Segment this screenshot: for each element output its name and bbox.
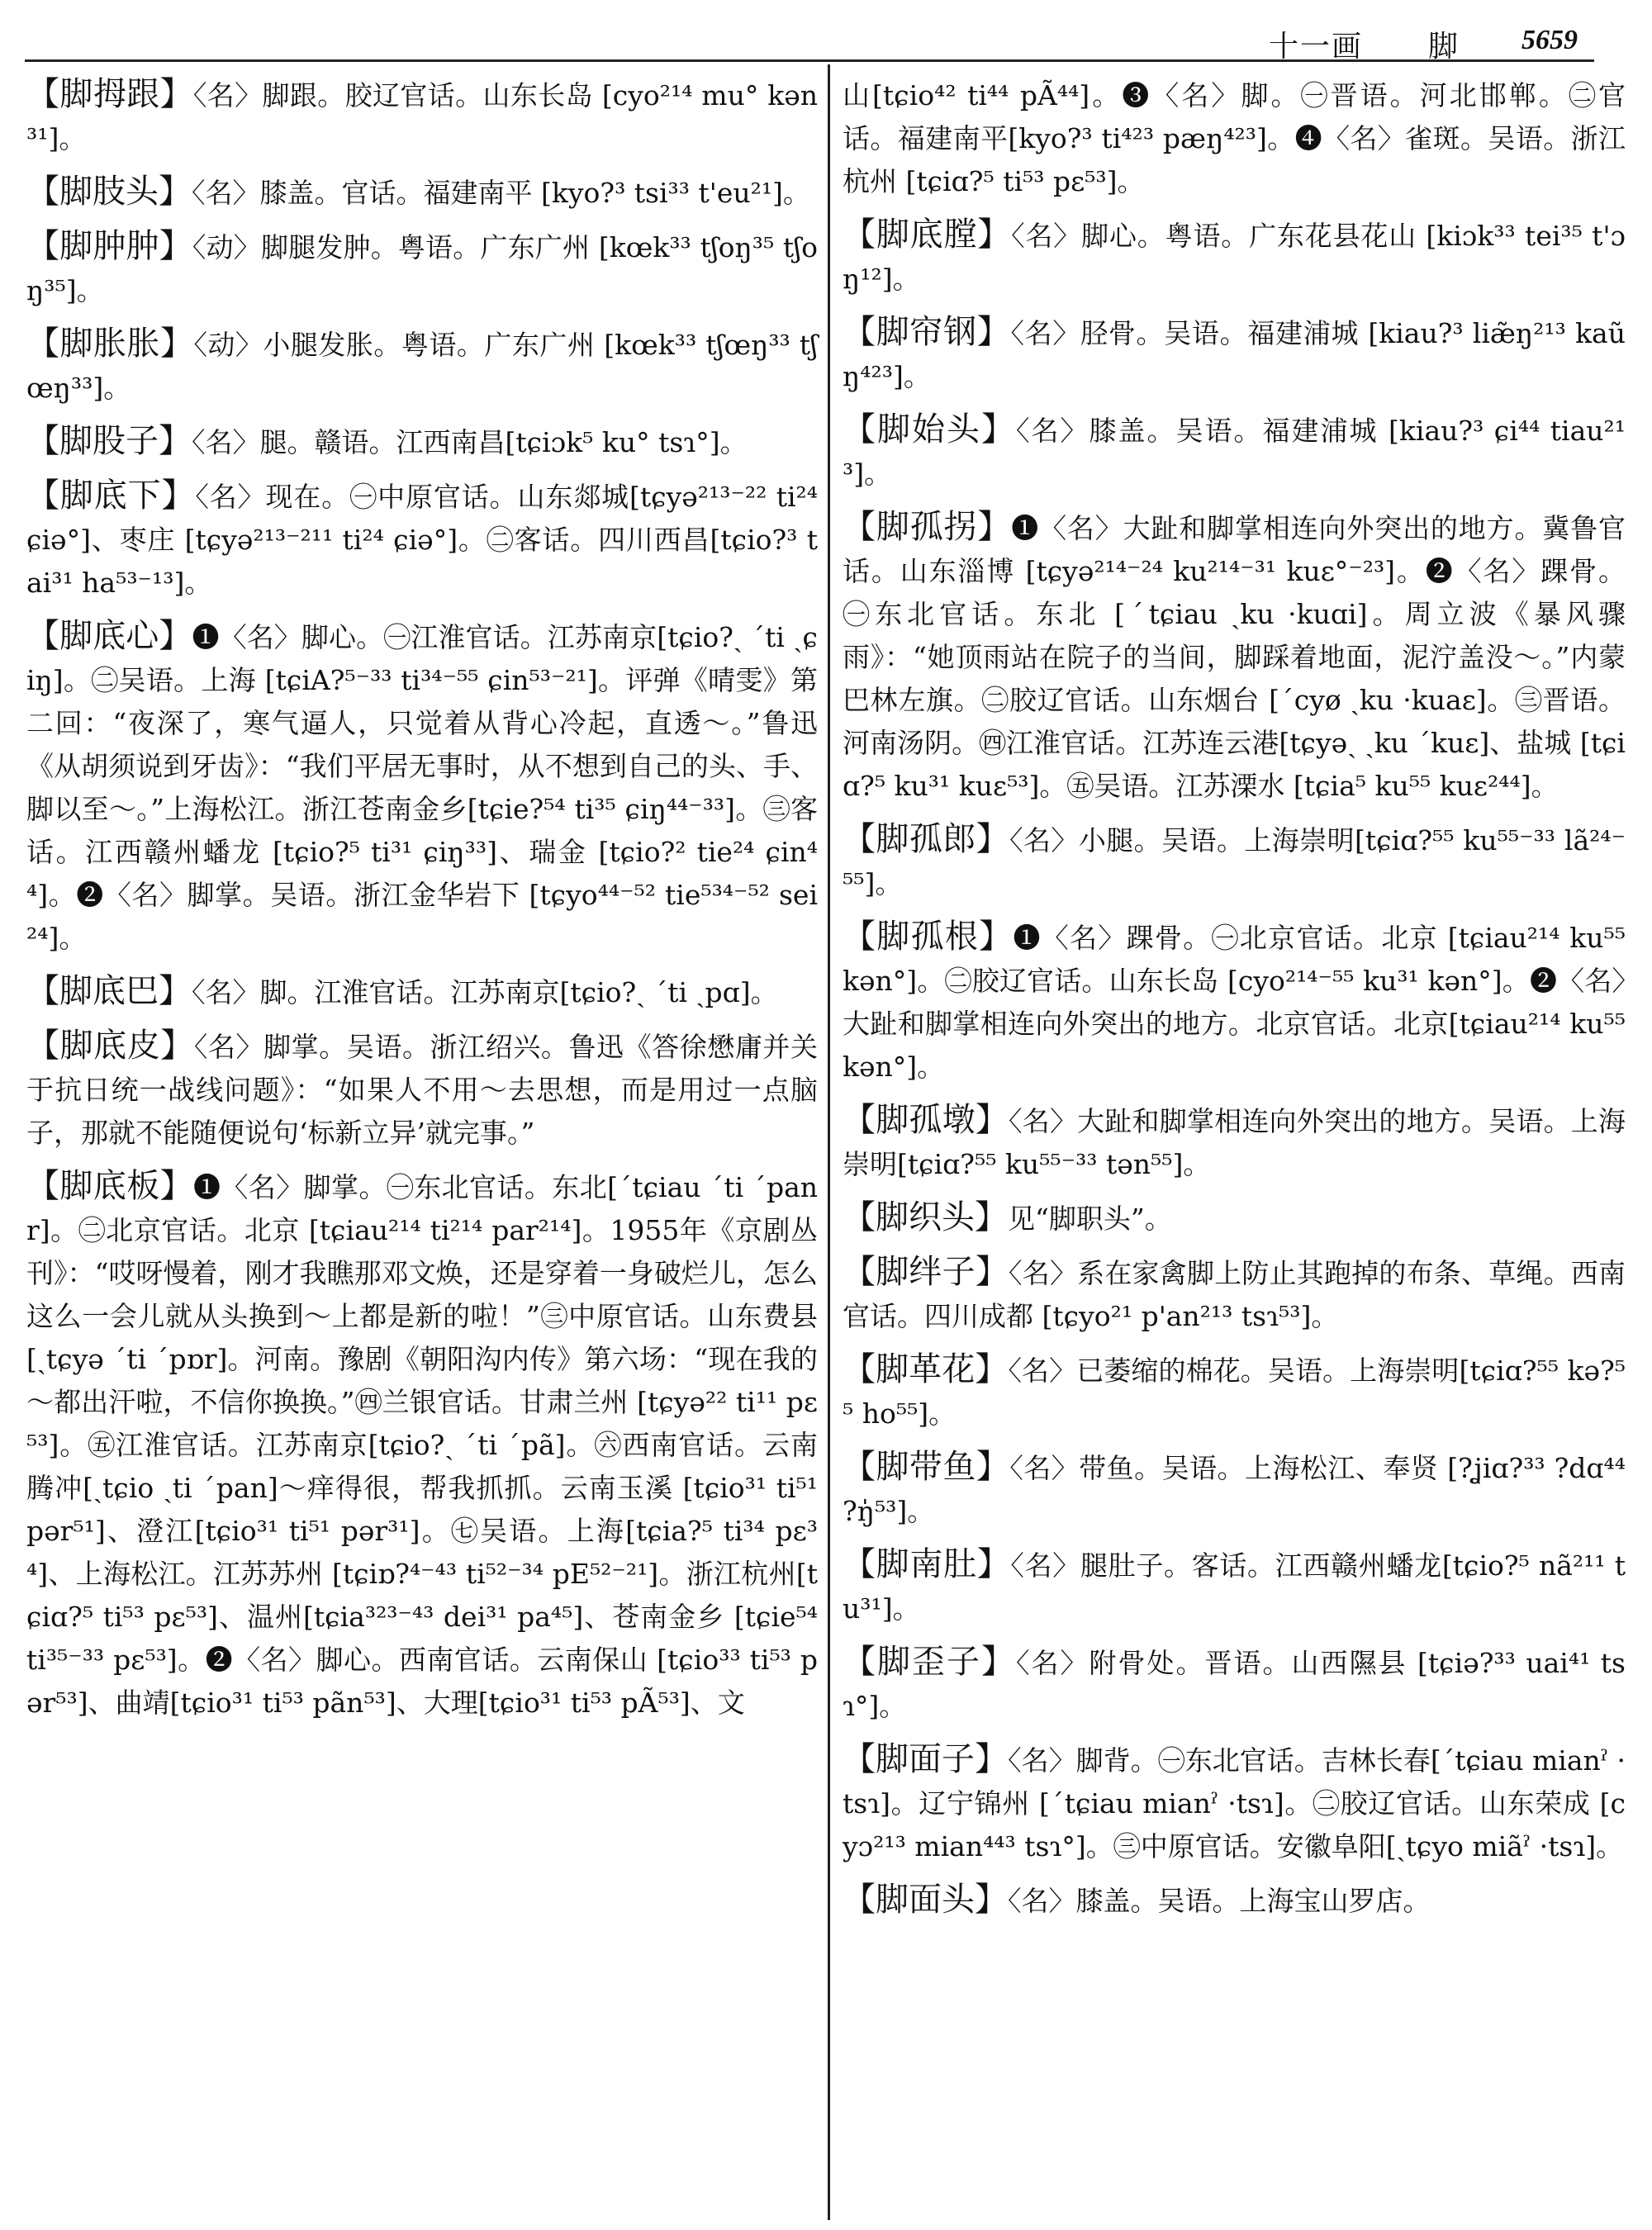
header-rule: [25, 59, 1594, 62]
dictionary-entry: [843, 818, 1626, 905]
entry-definition: 〈名〉腿肚子。客话。江西赣州蟠龙[tɕio?⁵ nã²¹¹ tu³¹]。: [843, 1549, 1626, 1625]
entry-definition: 〈名〉膝盖。官话。福建南平 [kyo?³ tsi³³ t'eu²¹]。: [192, 177, 810, 209]
entry-definition: 见“脚职头”。: [1008, 1203, 1172, 1235]
entry-definition: 〈名〉现在。㊀中原官话。山东郯城[tɕyə²¹³⁻²² ti²⁴ ɕiə°]、枣庄 [tɕyə²¹³⁻²¹¹ ti²⁴ ɕiə°]。㊁客话。四川西昌[tɕio?³ tai³¹ ha⁵³⁻¹³]。: [26, 481, 818, 599]
dictionary-entry: [843, 408, 1626, 496]
entry-headword: 【脚底巴】: [26, 972, 192, 1010]
entry-headword: 【脚革花】: [843, 1350, 1009, 1388]
entry-definition: 〈名〉膝盖。吴语。福建浦城 [kiau?³ ɕi⁴⁴ tiau²¹³]。: [843, 415, 1626, 490]
entry-definition: 〈名〉已萎缩的棉花。吴语。上海崇明[tɕiɑ?⁵⁵ kə?⁵⁵ ho⁵⁵]。: [843, 1355, 1626, 1430]
dictionary-entry: [843, 1878, 1626, 1923]
entry-headword: 【脚拇跟】: [26, 75, 193, 113]
entry-headword: 【脚肿肿】: [26, 227, 192, 265]
dictionary-entry: [843, 1445, 1626, 1533]
entry-definition: 〈名〉脚背。㊀东北官话。吉林长春[ˊtɕiau mianˀ ·tsɿ]。辽宁锦州 [ˊtɕiau mianˀ ·tsɿ]。㊁胶辽官话。山东荣成 [cyɔ²¹³ mian⁴⁴³ tsɿ°]。㊂中原官话。安徽阜阳[ˏtɕyo miãˀ ·tsɿ]。: [843, 1744, 1626, 1862]
entry-headword: 【脚孤拐】: [843, 508, 1012, 546]
dictionary-entry: [26, 420, 818, 464]
page-number: 5659: [1521, 25, 1578, 55]
dictionary-entry: [26, 322, 818, 410]
dictionary-entry: [26, 970, 818, 1014]
right-column: [843, 73, 1626, 1933]
entry-headword: 【脚股子】: [26, 422, 192, 460]
entry-definition: 〈名〉腿。赣语。江西南昌[tɕiɔk⁵ ku° tsɿ°]。: [192, 426, 748, 458]
entry-definition: 〈名〉系在家禽脚上防止其跑掉的布条、草绳。西南官话。四川成都 [tɕyo²¹ p'an²¹³ tsɿ⁵³]。: [843, 1257, 1626, 1332]
dictionary-entry: [26, 225, 818, 312]
entry-headword: 【脚肢头】: [26, 173, 192, 211]
dictionary-entry: [26, 1165, 818, 1725]
dictionary-entry: [26, 73, 818, 160]
entry-definition: ❶〈名〉大趾和脚掌相连向外突出的地方。冀鲁官话。山东淄博 [tɕyə²¹⁴⁻²⁴ ku²¹⁴⁻³¹ kuɛ°⁻²³]。❷〈名〉踝骨。㊀东北官话。东北 [ˊtɕiau ˏku ·kuɑi]。周立波《暴风骤雨》：“她顶雨站在院子的当间，脚踩着地面，泥泞盖没～。”内蒙巴林左旗。㊁胶辽官话。山东烟台 [ˊcyø ˏku ·kuaɛ]。㊂晋语。河南汤阴。㊃江淮官话。江苏连云港[tɕyəˎ ˏku ˊkuɛ]、盐城 [tɕiɑ?⁵ ku³¹ kuɛ⁵³]。㊄吴语。江苏溧水 [tɕia⁵ ku⁵⁵ kuɛ²⁴⁴]。: [843, 512, 1626, 802]
dictionary-entry: [843, 1250, 1626, 1338]
entry-definition: 〈名〉带鱼。吴语。上海松江、奉贤 [?ʝiɑ?³³ ?dɑ⁴⁴ ?ŋ̍⁵³]。: [843, 1452, 1626, 1527]
entry-definition: ❶〈名〉脚掌。㊀东北官话。东北[ˊtɕiau ˊti ˊpanr]。㊁北京官话。北京 [tɕiau²¹⁴ ti²¹⁴ par²¹⁴]。1955年《京剧丛刊》：“哎呀慢着，刚才我瞧那邓文焕，还是穿着一身破烂儿，怎么这么一会儿就从头换到～上都是新的啦！”㊂中原官话。山东费县[ˏtɕyə ˊti ˊpɒr]。河南。豫剧《朝阳沟内传》第六场：“现在我的～都出汗啦，不信你换换。”㊃兰银官话。甘肃兰州 [tɕyə²² ti¹¹ pɛ⁵³]。㊄江淮官话。江苏南京[tɕio?ˎ ˊti ˊpã]。㊅西南官话。云南腾冲[ˏtɕio ˏti ˊpan]～痒得很，帮我抓抓。云南玉溪 [tɕio³¹ ti⁵¹ pər⁵¹]、澄江[tɕio³¹ ti⁵¹ pər³¹]。㊆吴语。上海[tɕia?⁵ ti³⁴ pɛ³⁴]、上海松江。江苏苏州 [tɕiɒ?⁴⁻⁴³ ti⁵²⁻³⁴ pE⁵²⁻²¹]。浙江杭州[tɕiɑ?⁵ ti⁵³ pɛ⁵³]、温州[tɕia³²³⁻⁴³ dei³¹ pa⁴⁵]、苍南金乡 [tɕie⁵⁴ ti³⁵⁻³³ pɛ⁵³]。❷〈名〉脚心。西南官话。云南保山 [tɕio³³ ti⁵³ pər⁵³]、曲靖[tɕio³¹ ti⁵³ pãn⁵³]、大理[tɕio³¹ ti⁵³ pÃ⁵³]、文: [26, 1171, 818, 1719]
entry-headword: 【脚带鱼】: [843, 1448, 1010, 1486]
dictionary-entry: [26, 474, 818, 605]
dictionary-entry: [843, 1098, 1626, 1186]
entry-headword: 【脚孤墩】: [843, 1101, 1009, 1139]
entry-headword: 【脚帘钢】: [843, 313, 1011, 351]
dictionary-entry: [843, 1640, 1626, 1728]
entry-headword: 【脚南肚】: [843, 1545, 1011, 1583]
entry-headword: 【脚孤郎】: [843, 820, 1010, 858]
entry-definition: 〈名〉胫骨。吴语。福建浦城 [kiau?³ liæ̃ŋ²¹³ kaũŋ⁴²³]。: [843, 317, 1626, 392]
entry-definition: ❶〈名〉踝骨。㊀北京官话。北京 [tɕiau²¹⁴ ku⁵⁵ kən°]。㊁胶辽官话。山东长岛 [cyo²¹⁴⁻⁵⁵ ku³¹ kən°]。❷〈名〉大趾和脚掌相连向外突出的地方。北京官话。北京[tɕiau²¹⁴ ku⁵⁵ kən°]。: [843, 922, 1626, 1083]
entry-headword: 【脚底下】: [26, 477, 196, 515]
dictionary-entry: [843, 1543, 1626, 1630]
dictionary-entry: [843, 915, 1626, 1089]
entry-definition: 〈动〉脚腿发肿。粤语。广东广州 [kœk³³ tʃoŋ³⁵ tʃoŋ³⁵]。: [26, 231, 819, 306]
entry-headword: 【脚底皮】: [26, 1027, 194, 1065]
dictionary-entry: [843, 73, 1626, 203]
entry-definition: 〈名〉脚心。粤语。广东花县花山 [kiɔk³³ tei³⁵ t'ɔŋ¹²]。: [843, 220, 1626, 295]
entry-definition: 〈名〉脚。江淮官话。江苏南京[tɕio?ˎ ˊti ˏpɑ]。: [192, 976, 778, 1008]
dictionary-entry: [26, 1024, 818, 1155]
dictionary-entry: [843, 213, 1626, 301]
entry-definition: 山[tɕio⁴² ti⁴⁴ pÃ⁴⁴]。❸〈名〉脚。㊀晋语。河北邯郸。㊁官话。福建南平[kyo?³ ti⁴²³ pæŋ⁴²³]。❹〈名〉雀斑。吴语。浙江杭州 [tɕiɑ?⁵ ti⁵³ pɛ⁵³]。: [843, 79, 1626, 197]
head-character: 脚: [1427, 30, 1458, 64]
page-header: [33, 17, 1594, 66]
entry-headword: 【脚绊子】: [843, 1253, 1009, 1291]
entry-headword: 【脚歪子】: [843, 1643, 1017, 1681]
section-title: 十一画: [1268, 30, 1363, 64]
entry-headword: 【脚底心】: [26, 617, 192, 655]
entry-definition: 〈名〉脚掌。吴语。浙江绍兴。鲁迅《答徐懋庸并关于抗日统一战线问题》：“如果人不用～去思想，而是用过一点脑子，那就不能随便说句‘标新立异’就完事。”: [26, 1031, 819, 1149]
dictionary-entry: [843, 1348, 1626, 1435]
entry-headword: 【脚底膛】: [843, 216, 1012, 254]
entry-definition: 〈名〉大趾和脚掌相连向外突出的地方。吴语。上海崇明[tɕiɑ?⁵⁵ ku⁵⁵⁻³³ tən⁵⁵]。: [843, 1105, 1626, 1180]
entry-definition: 〈名〉附骨处。晋语。山西隰县 [tɕiə?³³ uai⁴¹ tsɿ°]。: [843, 1647, 1626, 1722]
dictionary-entry: [843, 311, 1626, 398]
entry-definition: 〈动〉小腿发胀。粤语。广东广州 [kœk³³ tʃœŋ³³ tʃœŋ³³]。: [26, 329, 818, 404]
entry-headword: 【脚始头】: [843, 410, 1017, 448]
left-column: [26, 73, 818, 1734]
entry-headword: 【脚孤根】: [843, 918, 1014, 956]
dictionary-entry: [843, 505, 1626, 808]
entry-headword: 【脚胀胀】: [26, 325, 194, 363]
dictionary-entry: [26, 170, 818, 215]
entry-definition: ❶〈名〉脚心。㊀江淮官话。江苏南京[tɕio?ˎ ˊti ˏɕiŋ]。㊁吴语。上海 [tɕiA?⁵⁻³³ ti³⁴⁻⁵⁵ ɕin⁵³⁻²¹]。评弹《晴雯》第二回：“夜深了，寒气逼人，只觉着从背心冷起，直透～。”鲁迅《从胡须说到牙齿》：“我们平居无事时，从不想到自己的头、手、脚以至～。”上海松江。浙江苍南金乡[tɕie?⁵⁴ ti³⁵ ɕiŋ⁴⁴⁻³³]。㊂客话。江西赣州蟠龙 [tɕio?⁵ ti³¹ ɕiŋ³³]、瑞金 [tɕio?² tie²⁴ ɕin⁴⁴]。❷〈名〉脚掌。吴语。浙江金华岩下 [tɕyo⁴⁴⁻⁵² tie⁵³⁴⁻⁵² sei²⁴]。: [26, 621, 818, 954]
dictionary-entry: [843, 1738, 1626, 1868]
entry-definition: 〈名〉脚跟。胶辽官话。山东长岛 [cyo²¹⁴ mu° kən³¹]。: [26, 79, 819, 154]
entry-definition: 〈名〉小腿。吴语。上海崇明[tɕiɑ?⁵⁵ ku⁵⁵⁻³³ lã²⁴⁻⁵⁵]。: [843, 824, 1626, 899]
entry-headword: 【脚织头】: [843, 1198, 1008, 1236]
entry-headword: 【脚面子】: [843, 1740, 1009, 1778]
entry-definition: 〈名〉膝盖。吴语。上海宝山罗店。: [1008, 1885, 1431, 1917]
dictionary-entry: [843, 1196, 1626, 1241]
entry-headword: 【脚面头】: [843, 1881, 1008, 1919]
column-divider: [828, 64, 830, 2220]
dictionary-entry: [26, 614, 818, 960]
entry-headword: 【脚底板】: [26, 1167, 194, 1205]
